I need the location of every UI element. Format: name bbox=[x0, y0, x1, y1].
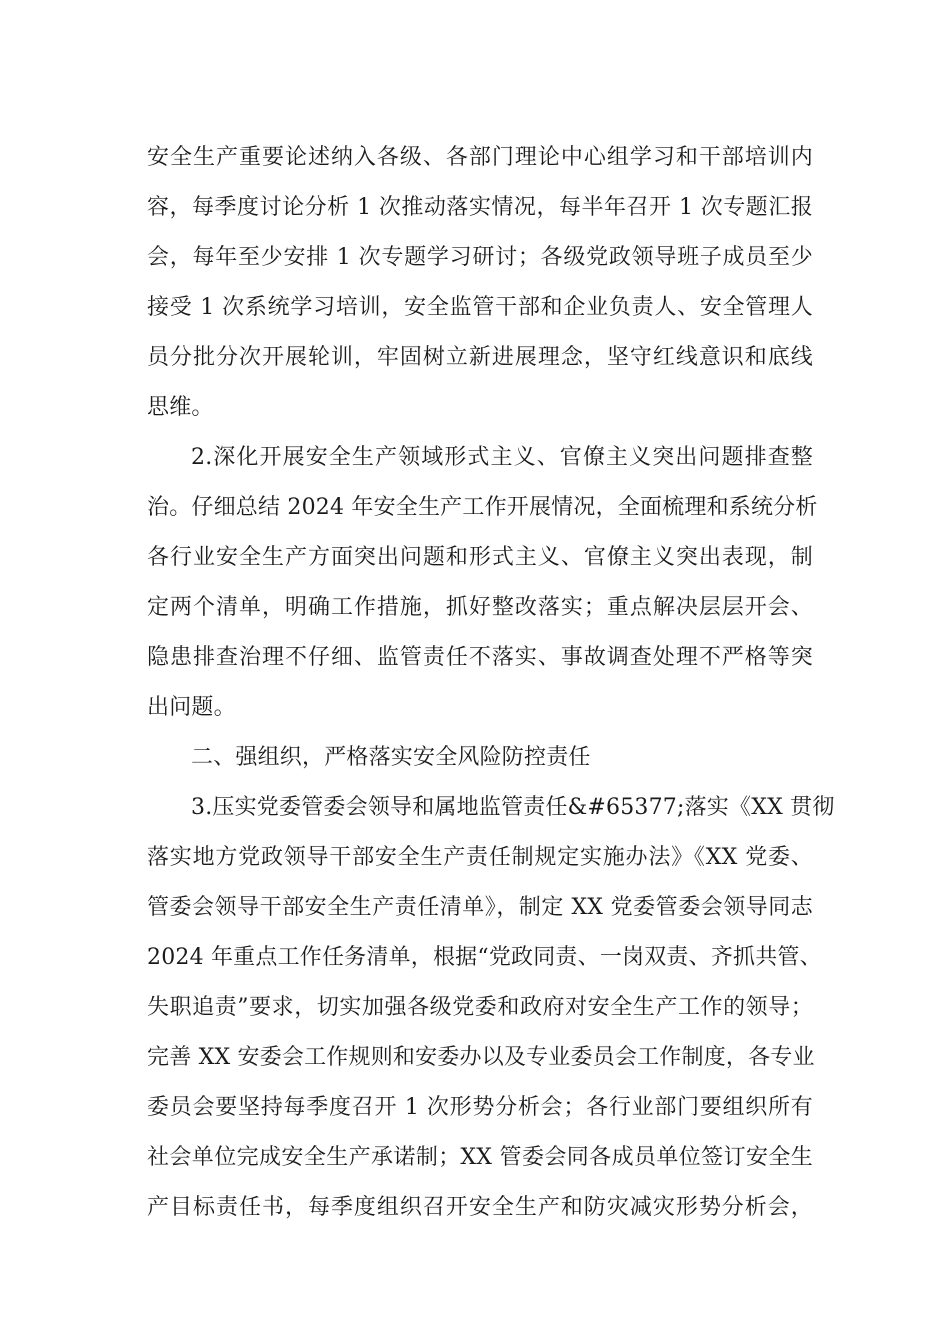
text-line: 各行业安全生产方面突出问题和形式主义、官僚主义突出表现，制 bbox=[147, 545, 813, 570]
text-line: 定两个清单，明确工作措施，抓好整改落实；重点解决层层开会、 bbox=[147, 595, 813, 620]
text-line: 治。仔细总结 2024 年安全生产工作开展情况，全面梳理和系统分析 bbox=[147, 495, 818, 520]
text-line: 失职追责”要求，切实加强各级党委和政府对安全生产工作的领导； bbox=[147, 995, 813, 1020]
text-line: 员分批分次开展轮训，牢固树立新进展理念，坚守红线意识和底线 bbox=[147, 345, 813, 370]
text-line: 社会单位完成安全生产承诺制；XX 管委会同各成员单位签订安全生 bbox=[147, 1145, 813, 1170]
text-line: 完善 XX 安委会工作规则和安委办以及专业委员会工作制度，各专业 bbox=[147, 1045, 815, 1070]
text-line: 隐患排查治理不仔细、监管责任不落实、事故调查处理不严格等突 bbox=[147, 645, 813, 670]
text-line: 产目标责任书，每季度组织召开安全生产和防灾减灾形势分析会， bbox=[147, 1195, 813, 1220]
text-line: 容，每季度讨论分析 1 次推动落实情况，每半年召开 1 次专题汇报 bbox=[147, 195, 813, 220]
text-line: 会，每年至少安排 1 次专题学习研讨；各级党政领导班子成员至少 bbox=[147, 245, 813, 270]
text-line: 2024 年重点工作任务清单，根据“党政同责、一岗双责、齐抓共管、 bbox=[147, 945, 822, 970]
text-line: 二、强组织，严格落实安全风险防控责任 bbox=[191, 745, 591, 770]
text-line: 思维。 bbox=[147, 395, 214, 420]
text-line: 2.深化开展安全生产领域形式主义、官僚主义突出问题排查整 bbox=[191, 445, 813, 470]
text-line: 委员会要坚持每季度召开 1 次形势分析会；各行业部门要组织所有 bbox=[147, 1095, 813, 1120]
text-line: 管委会领导干部安全生产责任清单》，制定 XX 党委管委会领导同志 bbox=[147, 895, 813, 920]
text-line: 安全生产重要论述纳入各级、各部门理论中心组学习和干部培训内 bbox=[147, 145, 813, 170]
text-line: 接受 1 次系统学习培训，安全监管干部和企业负责人、安全管理人 bbox=[147, 295, 813, 320]
text-line: 出问题。 bbox=[147, 695, 236, 720]
text-line: 落实地方党政领导干部安全生产责任制规定实施办法》《XX 党委、 bbox=[147, 845, 813, 870]
text-line: 3.压实党委管委会领导和属地监管责任&#65377;落实《XX 贯彻 bbox=[191, 795, 835, 820]
document-body bbox=[147, 133, 835, 1233]
